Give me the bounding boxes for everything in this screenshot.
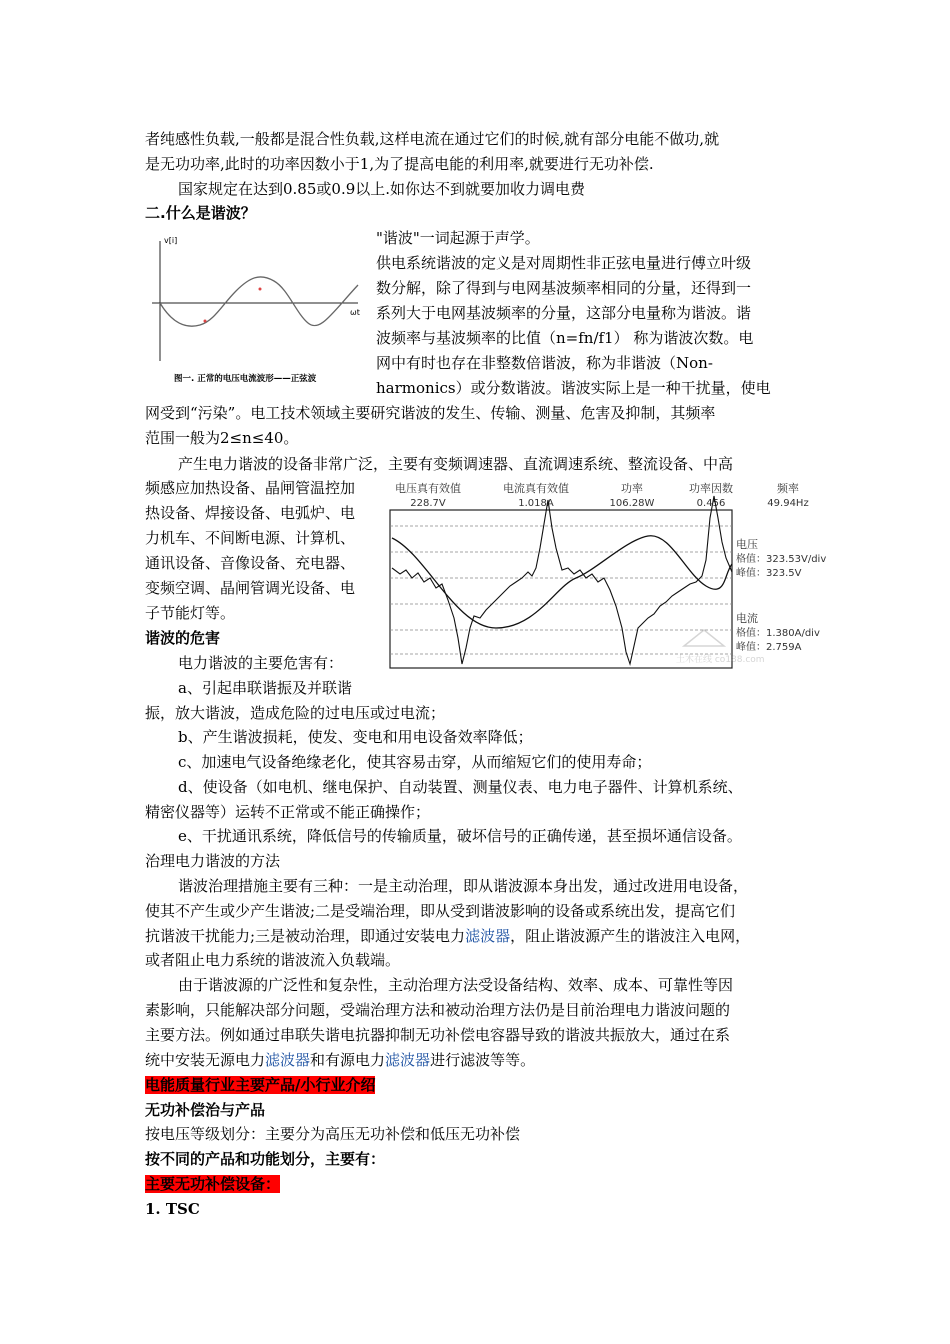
paragraph-line <box>145 924 750 948</box>
paragraph-line: 素影响，只能解决部分问题，受端治理方法和被动治理方法仍是目前治理电力谐波问题的 <box>145 1001 731 1019</box>
pf-value: 0.456 <box>696 498 726 509</box>
paragraph-line: 谐波治理措施主要有三种：一是主动治理，即从谐波源本身出发，通过改进用电设备， <box>178 877 749 895</box>
paragraph-line: 按电压等级划分：主要分为高压无功补偿和低压无功补偿 <box>145 1125 521 1143</box>
curr-scale: 格值：1.380A/div <box>736 628 820 639</box>
highlighted-heading: 主要无功补偿设备： <box>145 1175 281 1193</box>
paragraph-line: 频感应加热设备、晶闸管温控加 <box>145 479 356 497</box>
paragraph-line: 子节能灯等。 <box>145 604 236 622</box>
curr-rms-value: 1.018A <box>518 498 554 509</box>
text-span: 进行滤波等等。 <box>430 1051 536 1069</box>
list-item: a、引起串联谐振及并联谐 <box>178 679 352 697</box>
paragraph-line: 热设备、焊接设备、电弧炉、电 <box>145 504 356 522</box>
paragraph-line: 系列大于电网基波频率的分量，这部分电量称为谐波。谐 <box>376 304 752 322</box>
harmonic-waveform-figure <box>386 478 828 672</box>
paragraph-line: 网受到“污染”。电工技术领域主要研究谐波的发生、传输、测量、危害及抑制，其频率 <box>145 404 716 422</box>
section-heading: 无功补偿治与产品 <box>145 1101 266 1119</box>
volt-rms-value: 228.7V <box>410 498 446 509</box>
paragraph-line: 电力谐波的主要危害有： <box>178 654 344 672</box>
paragraph-line: "谐波"一词起源于声学。 <box>376 229 540 247</box>
text-span: ，阻止谐波源产生的谐波注入电网， <box>510 927 751 945</box>
paragraph-line: 者纯感性负载,一般都是混合性负载,这样电流在通过它们的时候,就有部分电能不做功,就 <box>145 130 720 148</box>
paragraph-line: 国家规定在达到0.85或0.9以上.如你达不到就要加收力调电费 <box>178 180 586 198</box>
axis-x-label: ωt <box>350 308 360 317</box>
paragraph-line: 力机车、不间断电源、计算机、 <box>145 529 356 547</box>
volt-label: 电压 <box>736 538 758 551</box>
volt-peak: 峰值：323.5V <box>736 568 802 579</box>
section-heading: 按不同的产品和功能划分，主要有： <box>145 1150 386 1168</box>
list-item: e、干扰通讯系统，降低信号的传输质量，破坏信号的正确传递，甚至损坏通信设备。 <box>178 827 742 845</box>
paragraph-line: 或者阻止电力系统的谐波流入负载端。 <box>145 951 401 969</box>
filter-link[interactable]: 滤波器 <box>385 1051 431 1069</box>
paragraph-line: 波频率与基波频率的比值（n=fn/f1） 称为谐波次数。电 <box>376 329 754 347</box>
paragraph-line: 产生电力谐波的设备非常广泛，主要有变频调速器、直流调速系统、整流设备、中高 <box>178 455 734 473</box>
text-span: 统中安装无源电力 <box>145 1051 266 1069</box>
paragraph-line <box>145 1048 535 1072</box>
text-span: 和有源电力 <box>310 1051 386 1069</box>
volt-scale: 格值：323.53V/div <box>736 554 827 565</box>
paragraph-line: 使其不产生或少产生谐波;二是受端治理，即从受到谐波影响的设备或系统出发，提高它们 <box>145 902 736 920</box>
paragraph-line: 数分解，除了得到与电网基波频率相同的分量，还得到一 <box>376 279 752 297</box>
power-value: 106.28W <box>609 498 655 509</box>
list-item: b、产生谐波损耗，使发、变电和用电设备效率降低； <box>178 728 533 746</box>
curr-rms-header: 电流真有效值 <box>503 482 569 495</box>
pf-header: 功率因数 <box>689 482 733 495</box>
list-item: 振，放大谐波，造成危险的过电压或过电流； <box>145 704 446 722</box>
paragraph-line: 主要方法。例如通过串联失谐电抗器抑制无功补偿电容器导致的谐波共振放大，通过在系 <box>145 1026 731 1044</box>
list-item: d、使设备（如电机、继电保护、自动装置、测量仪表、电力电子器件、计算机系统、 <box>178 778 743 796</box>
highlighted-heading: 电能质量行业主要产品/小行业介绍 <box>145 1076 376 1094</box>
section-heading: 1. TSC <box>145 1200 200 1218</box>
freq-header: 频率 <box>777 482 799 495</box>
paragraph-line: 网中有时也存在非整数倍谐波，称为非谐波（Non- <box>376 354 713 372</box>
paragraph-line: 范围一般为2≤n≤40。 <box>145 429 299 447</box>
list-item: c、加速电气设备绝缘老化，使其容易击穿，从而缩短它们的使用寿命； <box>178 753 652 771</box>
paragraph-line: 变频空调、晶闸管调光设备、电 <box>145 579 356 597</box>
sine-wave-figure <box>148 233 366 390</box>
figure-caption: 图一. 正常的电压电流波形——正弦波 <box>174 374 317 384</box>
section-heading: 谐波的危害 <box>145 629 221 647</box>
text-span: 抗谐波干扰能力;三是被动治理，即通过安装电力 <box>145 927 466 945</box>
power-header: 功率 <box>621 482 643 495</box>
curr-label: 电流 <box>736 612 758 625</box>
curr-peak: 峰值：2.759A <box>736 642 802 653</box>
paragraph-line: harmonics）或分数谐波。谐波实际上是一种干扰量，使电 <box>376 379 771 397</box>
volt-rms-header: 电压真有效值 <box>395 482 461 495</box>
paragraph-line: 供电系统谐波的定义是对周期性非正弦电量进行傅立叶级 <box>376 254 752 272</box>
paragraph-line: 由于谐波源的广泛性和复杂性，主动治理方法受设备结构、效率、成本、可靠性等因 <box>178 976 734 994</box>
paragraph-line: 通讯设备、音像设备、充电器、 <box>145 554 356 572</box>
watermark-text: 土木在线 co188.com <box>676 655 765 665</box>
axis-y-label: v[i] <box>164 236 178 245</box>
section-heading-wrap <box>145 1172 280 1196</box>
section-heading: 治理电力谐波的方法 <box>145 852 281 870</box>
list-item: 精密仪器等）运转不正常或不能正确操作； <box>145 803 431 821</box>
section-heading: 二.什么是谐波？ <box>145 204 256 222</box>
freq-value: 49.94Hz <box>767 498 809 509</box>
paragraph-line: 是无功功率,此时的功率因数小于1,为了提高电能的利用率,就要进行无功补偿. <box>145 155 654 173</box>
filter-link[interactable]: 滤波器 <box>265 1051 311 1069</box>
filter-link[interactable]: 滤波器 <box>465 927 511 945</box>
section-heading-wrap <box>145 1073 375 1097</box>
